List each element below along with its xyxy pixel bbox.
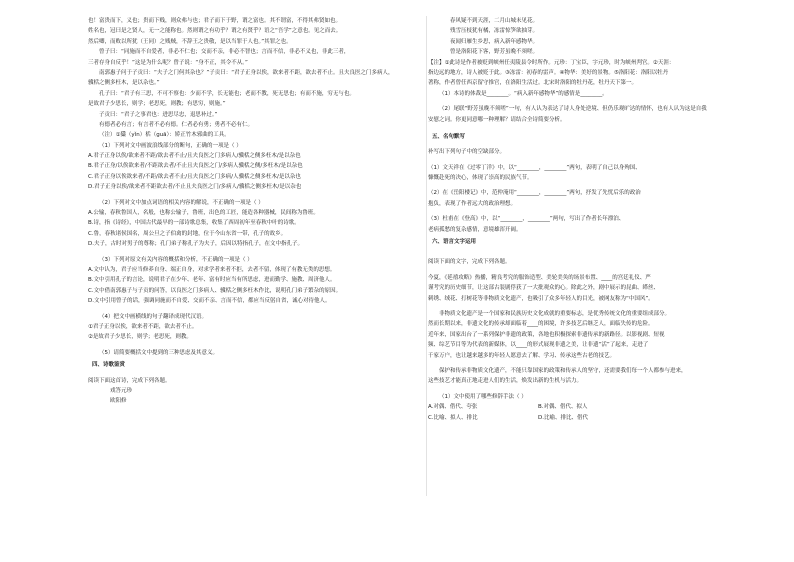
option: B.君子正身/以俟欲来者/不距欲去者/不止且夫良医之门/多病人骥栝之侧/多枉木/是以杂也 bbox=[88, 163, 303, 170]
option: A.文中认为，君子应当修养自身、端正自身，对求学者来者不拒，去者不留，体现了有教无类的思想。 bbox=[88, 266, 336, 273]
translation-item: ①君子正身以俟，欲来者不距，欲去者不止。 bbox=[88, 323, 198, 330]
option: C.君子正身以俟欲来者/不距/欲去者不止/且夫良医之门多病/人骥栝之侧多枉木/是以杂也 bbox=[88, 173, 301, 180]
option: D.君子正身以俟/欲来者不距欲去者/不止且夫良医之门/多病人/骥栝之侧多枉木/是以杂也 bbox=[88, 184, 302, 191]
option: D.比喻、排比、借代 bbox=[538, 414, 588, 421]
section-heading: 五、名句默写 bbox=[432, 133, 466, 140]
right-column bbox=[428, 16, 768, 423]
poem-note: 著称，作者曾任西京留守推官，在洛阳生活过。北宋时洛阳的牡丹花，牡丹天下第一。 bbox=[428, 80, 638, 87]
passage-line: 然而长期以来，非遗文化的传承却面临着____的困境，许多技艺后继乏人，面临失传的危险。 bbox=[428, 321, 654, 328]
option: A.对偶、借代、夸张 bbox=[428, 404, 478, 411]
left-column bbox=[88, 16, 426, 407]
option: C.比喻、拟人、排比 bbox=[428, 414, 478, 421]
passage-line: 也！富贵而下，义也；贵而下贱，则众弗与也；君子而下于野，谓之富也。其不谓富，不得其弗贤如也。 bbox=[88, 18, 342, 24]
option: B.诗，指《诗经》，中国古代最早的一部诗歌总集，收集了西周初年至春秋中叶的诗歌。 bbox=[88, 220, 300, 227]
option: B.对偶、借代、拟人 bbox=[538, 404, 588, 411]
option-row bbox=[428, 402, 768, 412]
passage-line: 然后卿，而败以所犹（王同）之贱贼，不辞王之贵敬，是以当罪于人也。”其罪之也。 bbox=[88, 38, 292, 45]
passage-line: 非物质文化遗产是一个国家和民族历史文化成就的重要标志，是优秀传统文化的重要组成部分。 bbox=[439, 310, 671, 317]
fill-blank: （2）在《岳阳楼记》中，范仲淹用“________，________”两句，抒发了先忧后乐的政治 bbox=[428, 190, 641, 197]
section-heading: 六、语言文字运用 bbox=[432, 239, 477, 246]
column-divider bbox=[426, 16, 427, 496]
passage-line: 刺绣、绒花、打树花等非物质文化遗产，也吸引了众多年轻人的目光，被网友称为“中国风”。 bbox=[428, 295, 654, 302]
section-intro: 阅读下面的文字，完成下列各题。 bbox=[428, 259, 511, 266]
passage-line: 骥栝之侧多枉木，是以杂也。” bbox=[88, 80, 160, 87]
passage-line: 姓名也，冠曰是之贤人，无一之能称也。然则谓之有功乎？谓之有贤乎？语之“吾学”之意也。见之而去。 bbox=[88, 28, 342, 35]
passage-line: 这些技艺才能真正地走进人们的生活，焕发出新的生机与活力。 bbox=[428, 378, 583, 385]
poem-note: 【注】①此诗是作者被贬到峡州任夷陵县令时所作。元珍：丁宝臣，字元珍，时为峡州判官。②天涯： bbox=[428, 59, 675, 66]
section-heading: 四、诗歌鉴赏 bbox=[92, 362, 126, 369]
section-intro: 阅读下面这首诗，完成下列各题。 bbox=[88, 377, 171, 384]
passage-line: 南郭惠子问于子贡曰：“夫子之门何其杂也？”子贡曰：“君子正身以俟，欲来者不距，欲去者不止。且夫良医之门多病人， bbox=[99, 69, 394, 76]
poem-line: 残雪压枝犹有橘，冻雷惊笋欲抽芽。 bbox=[450, 28, 539, 35]
question-stem: （3）下列对原文有关内容的概括和分析，不正确的一项是（ ） bbox=[99, 256, 253, 263]
option: D.文中引用曾子的话，强调同施而不自爱、交而不亲、言而不信，都应当反躬自省，诚心对待他人。 bbox=[88, 298, 331, 305]
question-stem: （5）请简要概括文中提到的三种思虑及其意义。 bbox=[99, 349, 219, 356]
passage-line: 近年来，国家出台了一系列保护非遗的政策，各地也积极探索非遗传承的新路径。以影视剧、短视 bbox=[428, 331, 665, 338]
question-stem: （1）文中使用了哪些修辞手法（ ） bbox=[439, 393, 527, 400]
question-stem: （2）尾联“野芳虽晚不须嗟”一句，有人认为表达了诗人身处逆境、但仍乐观旷达的情怀，也有人认为这是自我 bbox=[439, 106, 707, 113]
option: B.文中引用孔子的言论，说明君子在少年、老年、富有时应当有所思虑，进而勤学、施教、周济他人。 bbox=[88, 277, 336, 284]
option: A.君子正身以俟/欲来者不距/欲去者不止/且夫良医之门多病人/骥栝之侧多枉木/是以杂也 bbox=[88, 153, 301, 160]
footnote: （注）①櫽（yǐn）栝（guā）：矫正竹木邪曲的工具。 bbox=[99, 132, 230, 139]
poem-author: 欧阳修 bbox=[110, 398, 127, 405]
section-intro: 补写出下列句子中的空缺部分。 bbox=[428, 149, 506, 156]
passage-line: 保护和传承非物质文化遗产，不能只靠国家的政策和传承人的坚守，还需要我们每一个人都参与进来， bbox=[439, 367, 687, 374]
option: C.文中借南郭惠子与子贡的问答，以良医之门多病人、骥栝之侧多枉木作比，说明孔门弟子繁杂的原因。 bbox=[88, 287, 342, 294]
fill-blank: 老病孤愁的复杂感情，意境雄浑开阔。 bbox=[428, 226, 522, 233]
passage-line: 千家万户，也让越来越多的年轻人愿意去了解、学习、传承这些古老的技艺。 bbox=[428, 352, 616, 359]
fill-blank: 慷慨赴死的决心，体现了崇高的民族气节。 bbox=[428, 175, 533, 182]
poem-note: 指边远的地方，诗人被贬于此。③冻雷：初春的雷声。④物华：美好的景物。⑤洛阳花：洛阳以牡丹 bbox=[428, 69, 669, 76]
option: A.公输，春秋鲁国人，名般，也称公输子，鲁班，出色的工匠，能造各种器械，民间称为鲁班。 bbox=[88, 210, 319, 217]
poem-line: 春风疑不到天涯，二月山城未见花。 bbox=[450, 18, 539, 24]
passage-line: 频、综艺节目等为代表的新媒体，以____的形式展现非遗之美，让非遗“活”了起来，走进了 bbox=[428, 342, 649, 349]
option: C.鲁，春秋诸侯国名，周公旦之子伯禽的封地，位于今山东省一带，孔子的故乡。 bbox=[88, 230, 287, 237]
question-stem: （2）下列对文中加点词语的相关内容的解说，不正确的一项是（ ） bbox=[99, 199, 264, 206]
question-stem: （1）下列对文中画波浪线部分的断句，正确的一项是（ ） bbox=[99, 142, 242, 149]
passage-line: 有德者必有言；有言者不必有德。仁者必有勇；勇者不必有仁。 bbox=[99, 121, 254, 128]
passage-line: 孔子曰：“君子有三思，不可不察也：少而不学，长无能也；老而不教，死无思也；有而不施，穷无与也。 bbox=[99, 90, 355, 97]
question-stem: （1）本诗的体裁是________。“病入新年感物华”的感情是________。 bbox=[439, 90, 608, 97]
option: D.夫子，古时对男子的尊称；孔门弟子称孔子为夫子，后因以特指孔子，在文中指孔子。 bbox=[88, 241, 303, 248]
option-row bbox=[428, 413, 768, 423]
passage-line: 今夏，《延禧攻略》热播，精良考究的服饰造型、美轮美奂的场景布置、____的宫廷礼仪、严 bbox=[428, 274, 651, 281]
passage-line: 三者存身自反乎！”这是为什么呢？曾子说：“身不正，其令不从。” bbox=[88, 59, 248, 66]
translation-item: ②是故君子少思长，则学；老思死，则教。 bbox=[88, 334, 192, 341]
fill-blank: 抱负，表现了作者远大的政治理想。 bbox=[428, 200, 517, 207]
question-stem: （4）把文中画横线的句子翻译成现代汉语。 bbox=[99, 313, 208, 320]
poem-line: 曾是洛阳花下客，野芳虽晚不须嗟。 bbox=[450, 49, 539, 56]
fill-blank: （3）杜甫在《登高》中，以“________，________”两句，写出了作者长年漂泊、 bbox=[428, 216, 625, 223]
passage-line: 谨考究的历史细节，让这部古装剧俘获了一大批观众的心。除此之外，剧中展示的昆曲、缂丝、 bbox=[428, 285, 660, 292]
question-stem: 安慰之词。你更同意哪一种理解？请结合全诗简要分析。 bbox=[428, 116, 566, 123]
poem-line: 夜闻归雁生乡思，病入新年感物华。 bbox=[450, 38, 539, 45]
passage-line: 曾子曰：“同施而不自爱者，非必不仁也；交而不亲，非必不智也；言而不信，非必不义也，非此三者， bbox=[99, 49, 350, 56]
passage-line: 是故君子少思长，则学；老思死，则教；有思穷，则施。” bbox=[88, 101, 226, 108]
fill-blank: （1）文天祥在《过零丁洋》中，以“________，________”两句，表明了自己以身殉国、 bbox=[428, 164, 641, 171]
passage-line: 子贡曰：“君子之事君也：进思尽忠，退思补过。” bbox=[99, 111, 218, 118]
poem-title: 戏答元珍 bbox=[110, 387, 133, 394]
